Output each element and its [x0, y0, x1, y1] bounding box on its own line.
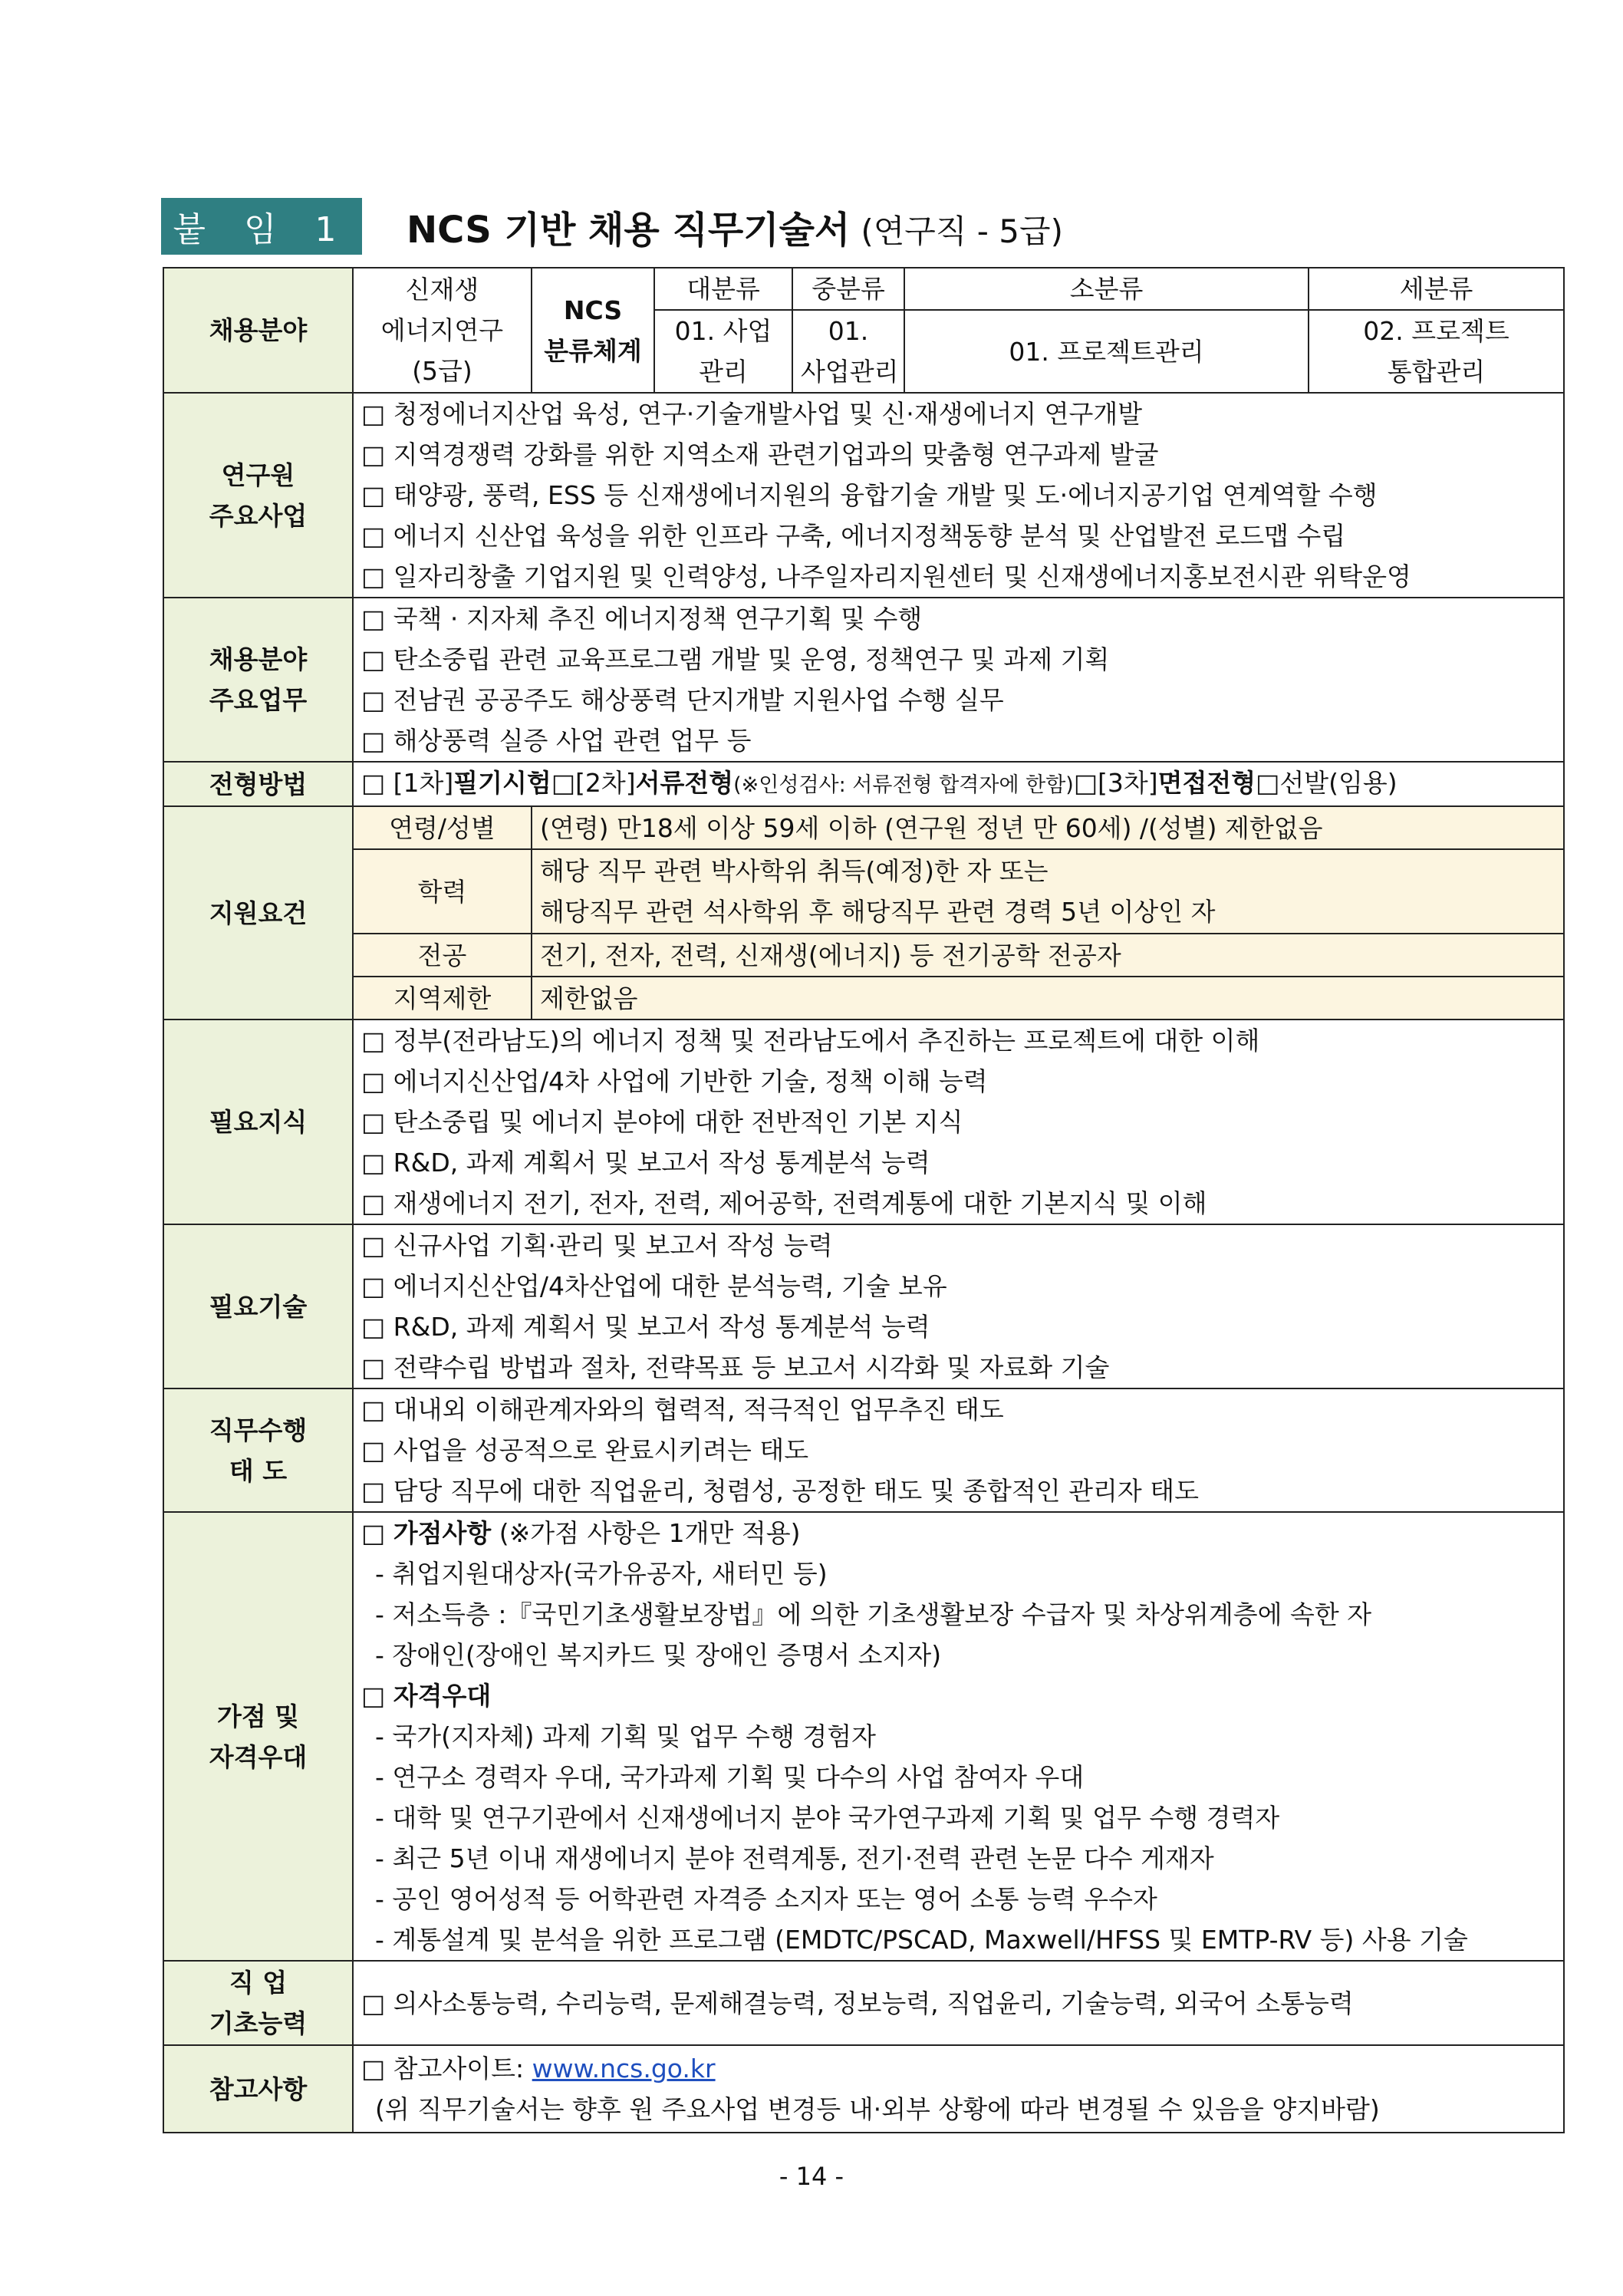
list-item: □ 담당 직무에 대한 직업윤리, 청렴성, 공정한 태도 및 종합적인 관리자 태도 [361, 1476, 1200, 1506]
reference-content [353, 2045, 1564, 2133]
attitude-row [163, 1388, 1564, 1512]
checkbox-glyph: □ [361, 1518, 386, 1548]
qualification-title: 자격우대 [393, 1681, 492, 1711]
list-item: □ 에너지신산업/4차 사업에 기반한 기술, 정책 이해 능력 [361, 1066, 988, 1096]
selection-row [163, 762, 1564, 806]
ncs-line: 분류체계 [544, 335, 642, 366]
major-label: 전공 [353, 934, 532, 977]
bonus-note: (※가점 사항은 1개만 적용) [499, 1518, 801, 1548]
list-item: □ 정부(전라남도)의 에너지 정책 및 전라남도에서 추진하는 프로젝트에 대한 이해 [361, 1026, 1260, 1056]
label-line: 태 도 [229, 1455, 288, 1486]
selection-note: (※인성검사: 서류전형 합격자에 한함) [733, 773, 1074, 797]
list-item: □ 탄소중립 관련 교육프로그램 개발 및 운영, 정책연구 및 과제 기획 [361, 644, 1110, 674]
classification-header-row [163, 268, 1564, 310]
education-value [532, 849, 1564, 934]
list-item: □ 사업을 성공적으로 완료시키려는 태도 [361, 1435, 809, 1465]
bonus-heading [361, 1513, 1556, 1553]
reference-label: 참고사항 [163, 2045, 353, 2133]
selection-step3: 면접전형 [1157, 768, 1256, 798]
list-item: □ 신규사업 기획·관리 및 보고서 작성 능력 [361, 1230, 833, 1260]
header-large-category: 대분류 [654, 268, 792, 310]
recruit-field [353, 268, 532, 393]
classification-label: 채용분야 [163, 268, 353, 393]
list-item: □ 해상풍력 실증 사업 관련 업무 등 [361, 726, 752, 756]
ncs-site-link[interactable]: www.ncs.go.kr [532, 2054, 716, 2084]
requirements-age-row [163, 806, 1564, 849]
skills-row [163, 1224, 1564, 1388]
main-duties-row [163, 598, 1564, 762]
preference-row [163, 1512, 1564, 1961]
title-text: NCS 기반 채용 직무기술서 [407, 208, 851, 252]
preference-label [163, 1512, 353, 1961]
list-item: - 대학 및 연구기관에서 신재생에너지 분야 국가연구과제 기획 및 업무 수행 경력자 [375, 1803, 1280, 1833]
small-category-value: 01. 프로젝트관리 [904, 310, 1309, 393]
main-duties-content [353, 598, 1564, 762]
knowledge-label: 필요지식 [163, 1020, 353, 1224]
basic-ability-content [353, 1961, 1564, 2045]
list-item: □ 청정에너지산업 육성, 연구·기술개발사업 및 신·재생에너지 연구개발 [361, 399, 1143, 429]
selection-step2: 서류전형 [635, 768, 734, 798]
list-item: - 국가(지자체) 과제 기획 및 업무 수행 경험자 [375, 1721, 877, 1751]
checkbox-glyph: □ [361, 1681, 386, 1711]
age-value: (연령) 만18세 이상 59세 이하 (연구원 정년 만 60세) /(성별) 제한없음 [532, 806, 1564, 849]
education-label: 학력 [353, 849, 532, 934]
detail-line: 통합관리 [1387, 357, 1486, 387]
selection-prefix: □ [1차] [361, 768, 454, 798]
reference-note: (위 직무기술서는 향후 원 주요사업 변경등 내·외부 상황에 따라 변경될 수 있음을 양지바람) [375, 2094, 1380, 2124]
list-item: - 최근 5년 이내 재생에너지 분야 전력계통, 전기·전력 관련 논문 다수 게재자 [375, 1843, 1214, 1873]
list-item: □ 전략수립 방법과 절차, 전략목표 등 보고서 시각화 및 자료화 기술 [361, 1352, 1110, 1382]
medium-line: 01. [828, 316, 869, 346]
job-description-table [163, 267, 1565, 2133]
selection-sep1: □[2차] [551, 768, 636, 798]
bonus-title: 가점사항 [393, 1518, 492, 1548]
document-header [161, 198, 1063, 255]
detail-category-value [1309, 310, 1564, 393]
selection-step1: 필기시험 [453, 768, 551, 798]
knowledge-row [163, 1020, 1564, 1224]
label-line: 가점 및 [216, 1701, 300, 1731]
list-item: □ 태양광, 풍력, ESS 등 신재생에너지원의 융합기술 개발 및 도·에너지공기업 연계역할 수행 [361, 480, 1378, 510]
list-item: □ 탄소중립 및 에너지 분야에 대한 전반적인 기본 지식 [361, 1107, 963, 1137]
label-line: 기초능력 [209, 2008, 308, 2038]
label-line: 직 업 [229, 1968, 288, 1998]
header-detail-category: 세분류 [1309, 268, 1564, 310]
attitude-label [163, 1388, 353, 1512]
main-duties-label [163, 598, 353, 762]
label-line: 자격우대 [209, 1741, 308, 1772]
field-line: 신재생 [405, 275, 479, 305]
basic-ability-value: □ 의사소통능력, 수리능력, 문제해결능력, 정보능력, 직업윤리, 기술능력, 외국어 소통능력 [361, 1988, 1354, 2018]
selection-tail: □선발(임용) [1256, 768, 1397, 798]
large-category-value: 01. 사업관리 [654, 310, 792, 393]
requirements-education-row [163, 849, 1564, 934]
field-line: 에너지연구 [380, 315, 504, 345]
header-medium-category: 중분류 [792, 268, 904, 310]
detail-line: 02. 프로젝트 [1363, 316, 1509, 346]
attitude-content [353, 1388, 1564, 1512]
main-business-row [163, 393, 1564, 598]
reference-row [163, 2045, 1564, 2133]
preference-content [353, 1512, 1564, 1961]
qualification-heading [361, 1675, 1556, 1716]
basic-ability-label [163, 1961, 353, 2045]
selection-sep2: □[3차] [1073, 768, 1158, 798]
reference-site [361, 2048, 1556, 2089]
list-item: - 장애인(장애인 복지카드 및 장애인 증명서 소지자) [375, 1640, 942, 1670]
list-item: - 공인 영어성적 등 어학관련 자격증 소지자 또는 영어 소통 능력 우수자 [375, 1884, 1157, 1914]
list-item: □ 재생에너지 전기, 전자, 전력, 제어공학, 전력계통에 대한 기본지식 및 이해 [361, 1188, 1207, 1218]
requirements-label: 지원요건 [163, 806, 353, 1020]
label-line: 연구원 [221, 460, 295, 490]
skills-content [353, 1224, 1564, 1388]
selection-content [353, 762, 1564, 806]
requirements-region-row [163, 977, 1564, 1020]
list-item: □ 지역경쟁력 강화를 위한 지역소재 관련기업과의 맞춤형 연구과제 발굴 [361, 440, 1159, 469]
education-line: 해당직무 관련 석사학위 후 해당직무 관련 경력 5년 이상인 자 [540, 897, 1216, 927]
field-line: (5급) [412, 356, 472, 386]
main-business-label [163, 393, 353, 598]
medium-line: 사업관리 [801, 357, 899, 387]
basic-ability-row [163, 1961, 1564, 2045]
selection-steps [361, 763, 1556, 805]
list-item: □ 국책 · 지자체 추진 에너지정책 연구기획 및 수행 [361, 604, 923, 634]
page-number: - 14 - [779, 2162, 844, 2191]
label-line: 주요업무 [209, 685, 308, 715]
list-item: □ R&D, 과제 계획서 및 보고서 작성 통계분석 능력 [361, 1312, 930, 1342]
ncs-system-label [532, 268, 654, 393]
label-line: 채용분야 [209, 644, 308, 674]
age-label: 연령/성별 [353, 806, 532, 849]
list-item: - 취업지원대상자(국가유공자, 새터민 등) [375, 1559, 828, 1589]
skills-label: 필요기술 [163, 1224, 353, 1388]
list-item: □ 에너지신산업/4차산업에 대한 분석능력, 기술 보유 [361, 1271, 947, 1301]
region-value: 제한없음 [532, 977, 1564, 1020]
selection-label: 전형방법 [163, 762, 353, 806]
region-label: 지역제한 [353, 977, 532, 1020]
label-line: 주요사업 [209, 500, 308, 531]
education-line: 해당 직무 관련 박사학위 취득(예정)한 자 또는 [540, 856, 1049, 886]
list-item: - 저소득층 :『국민기초생활보장법』에 의한 기초생활보장 수급자 및 차상위계층에 속한 자 [375, 1599, 1372, 1629]
attachment-badge: 붙 임 1 [161, 198, 362, 255]
list-item: □ 전남권 공공주도 해상풍력 단지개발 지원사업 수행 실무 [361, 685, 1004, 715]
list-item: - 계통설계 및 분석을 위한 프로그램 (EMDTC/PSCAD, Maxwell/HFSS 및 EMTP-RV 등) 사용 기술 [375, 1925, 1468, 1955]
list-item: □ 일자리창출 기업지원 및 인력양성, 나주일자리지원센터 및 신재생에너지홍보전시관 위탁운영 [361, 562, 1411, 591]
requirements-major-row [163, 934, 1564, 977]
site-prefix: □ 참고사이트: [361, 2054, 532, 2084]
title-subtitle: (연구직 - 5급) [861, 212, 1063, 250]
list-item: - 연구소 경력자 우대, 국가과제 기획 및 다수의 사업 참여자 우대 [375, 1762, 1085, 1792]
list-item: □ 대내외 이해관계자와의 협력적, 적극적인 업무추진 태도 [361, 1395, 1004, 1425]
knowledge-content [353, 1020, 1564, 1224]
document-title [407, 200, 1063, 253]
major-value: 전기, 전자, 전력, 신재생(에너지) 등 전기공학 전공자 [532, 934, 1564, 977]
list-item: □ R&D, 과제 계획서 및 보고서 작성 통계분석 능력 [361, 1148, 930, 1178]
list-item: □ 에너지 신산업 육성을 위한 인프라 구축, 에너지정책동향 분석 및 산업발전 로드맵 수립 [361, 521, 1346, 551]
medium-category-value [792, 310, 904, 393]
ncs-line: NCS [563, 295, 623, 325]
header-small-category: 소분류 [904, 268, 1309, 310]
main-business-content [353, 393, 1564, 598]
label-line: 직무수행 [209, 1415, 308, 1445]
